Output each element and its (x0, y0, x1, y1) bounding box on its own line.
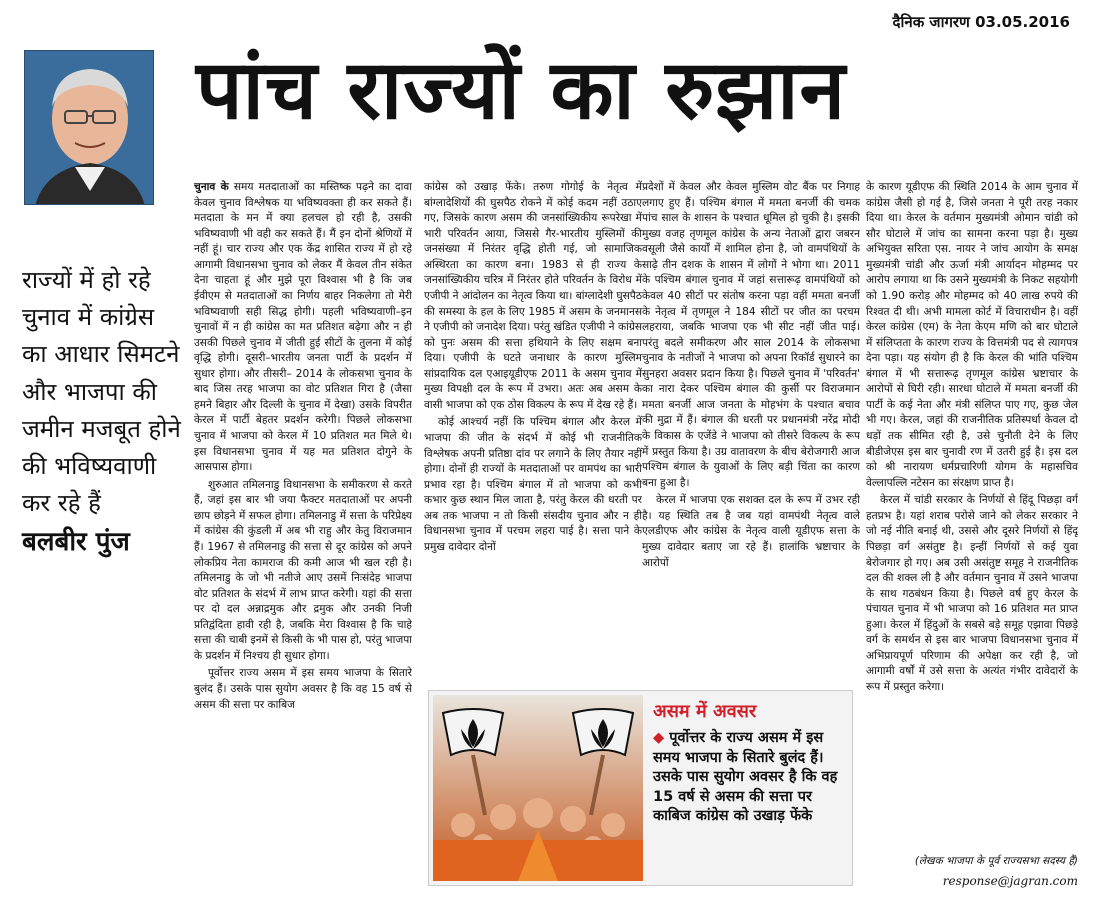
pull-quote-text: राज्यों में हो रहे चुनाव में कांग्रेस का आधार सिमटने और भाजपा की जमीन मजबूत होने की भविष्यवाणी कर रहे हैं (22, 266, 181, 518)
rally-photo (433, 695, 643, 881)
diamond-bullet-icon: ◆ (653, 730, 665, 746)
article-column-2 (424, 180, 642, 695)
paragraph-text: समय मतदाताओं का मस्तिष्क पढ़ने का दावा केवल चुनाव विश्लेषक या भविष्यवक्ता ही कर सकते हैं। मतदाता के मन में क्या हलचल हो रही है, उसकी भविष्यवाणी भी वही कर सकते हैं। मैं इन दोनों श्रेणियों में नहीं हूं। चार राज्य और एक केंद्र शासित राज्य में हो रहे आगामी विधानसभा चुनाव को लेकर मैं केवल तीन संकेत देना चाहता हूं और मुझे पूरा विश्वास भी है कि जब ईवीएम से मतदाताओं का निर्णय बाहर निकलेगा तो मेरी भविष्यवाणी सही सिद्ध होगी। पहली भविष्यवाणी–इन चुनावों में न ही कांग्रेस का मत प्रतिशत बढ़ेगा और न ही उसकी पिछले चुनाव में जीती हुई सीटों के तुलना में कोई वृद्धि होगी। दूसरी–भारतीय जनता पार्टी के प्रदर्शन में सुधार होगा। और तीसरी– 2014 के लोकसभा चुनाव के बाद जिस तरह भाजपा का वोट प्रतिशत गिरा है (जैसा हमने बिहार और दिल्ली के चुनाव में देखा) उसके विपरीत केरल में पार्टी बेहतर प्रदर्शन करेगी। पिछले लोकसभा चुनाव में भाजपा को केरल में 10 प्रतिशत मत मिले थे। इस विधानसभा चुनाव में यह मत प्रतिशत दोगुने के आसपास होगा। (194, 181, 412, 474)
paragraph (424, 180, 642, 413)
inset-body (653, 729, 847, 827)
paragraph (194, 666, 412, 713)
paragraph (866, 180, 1078, 491)
paragraph-text: शुरुआत तमिलनाडु विधानसभा के समीकरण से करते हैं, जहां इस बार भी जया फैक्टर मतदाताओं पर अपनी छाप छोड़ने में सफल होगा। तमिलनाडु में सत्ता के परिप्रेक्ष्य में कांग्रेस की कुंडली में अब भी राहु और केतु विराजमान हैं। 1967 से तमिलनाडु की सत्ता से दूर कांग्रेस को अपने लोकप्रिय नेता कामराज की कमी आज भी खल रही है। तमिलनाडु के जो भी नतीजे आए उसमें निःसंदेह भाजपा वोट प्रतिशत के संदर्भ में लाभ प्राप्त करेगी। यहां की सत्ता पर दो दल अन्नाद्रमुक और द्रमुक और उनकी निजी प्रतिद्वंदिता हावी रही है, जबकि मेरा विश्वास है कि चाहे सत्ता की चाबी इनमें से किसी के भी पास हो, परंतु भाजपा के प्रदर्शन में निश्चय ही सुधार होगा। (194, 478, 412, 662)
paragraph (866, 493, 1078, 695)
paragraph-text: प्रदेशों में केवल और केवल मुस्लिम वोट बैंक पर निगाह लगाए हुए हैं। पश्चिम बंगाल में ममता बनर्जी की चमक पांच साल के शासन के पश्चात धूमिल हो चुकी है। इसकी मुख्य वजह तृणमूल कांग्रेस के अन्य नेताओं द्वारा जबरन वसूली जैसे कार्यों में शामिल होना है, जो वामपंथियों के साढ़े तीन दशक के शासन में लोगों ने भोगा था। 2011 के पश्चिम बंगाल चुनाव में जहां सत्तारूढ़ वामपंथियों को केवल 40 सीटों पर संतोष करना पड़ा वहीं ममता बनर्जी के नेतृत्व में तृणमूल ने 184 सीटों पर जीत का परचम लहराया, जबकि भाजपा एक भी सीट नहीं जीत पाई। परंतु बदले समीकरण और साल 2014 के लोकसभा चुनाव के नतीजों ने भाजपा को अपना रिकॉर्ड सुधारने का सुनहरा अवसर प्रदान किया है। पिछले चुनाव में 'परिवर्तन' का नारा देकर पश्चिम बंगाल की कुर्सी पर विराजमान ममता बनर्जी आज जनता के मोहभंग के पश्चात बचाव की मुद्रा में हैं। बंगाल की धरती पर प्रधानमंत्री नरेंद्र मोदी के विकास के एजेंडे ने भाजपा को तीसरे विकल्प के रूप में प्रस्तुत किया है। उग्र वातावरण के बीच बेरोजगारी आज पश्चिम बंगाल के युवाओं के लिए बड़ी चिंता का कारण बना हुआ है। (642, 181, 860, 489)
inset-title: असम में अवसर (653, 701, 757, 722)
paragraph (642, 180, 860, 491)
paragraph (194, 478, 412, 665)
paragraph (424, 415, 642, 555)
paragraph-text: के कारण यूडीएफ की स्थिति 2014 के आम चुनाव में कांग्रेस जैसी हो गई है, जिसे जनता ने पूरी तरह नकार दिया था। केरल के वर्तमान मुख्यमंत्री ओमान चांडी को सौर घोटाले में जांच का सामना करना पड़ा है। मुख्य अभियुक्त सरिता एस. नायर ने जांच आयोग के समक्ष मुख्यमंत्री चांडी और ऊर्जा मंत्री आर्यादन मोहम्मद पर आरोप लगाया था कि उसने मुख्यमंत्री के निकट सहयोगी को 1.90 करोड़ और मोहम्मद को 40 लाख रुपये की रिश्वत दी थी। अभी मामला कोर्ट में विचाराधीन है। वहीं केरल कांग्रेस (एम) के नेता केएम मणि को बार घोटाले में संलिप्तता के कारण राज्य के वित्तमंत्री पद से त्यागपत्र देना पड़ा। यह संयोग ही है कि केरल की भांति पश्चिम बंगाल में भी सत्तारूढ़ तृणमूल कांग्रेस भ्रष्टाचार के आरोपों से घिरी रही। सारधा घोटाले में ममता बनर्जी की पार्टी के कई नेता और मंत्री संलिप्त पाए गए, कुछ जेल भी गए। केरल, जहां की राजनीतिक प्रतिस्पर्धा केवल दो धड़ों तक सीमित रही है, उसे चुनौती देने के लिए बीडीजेएस इस बार चुनावी रण में उतरी हुई है। इस दल को श्री नारायण धर्मप्रचारिणी योगम के महासचिव वेल्लापल्लि नटेसन का संरक्षण प्राप्त है। (866, 181, 1078, 489)
article-column-4 (866, 180, 1078, 850)
drop-lead: चुनाव के (194, 181, 229, 193)
inset-text (653, 699, 847, 827)
headline: पांच राज्यों का रुझान (196, 43, 846, 138)
article-column-3 (642, 180, 860, 695)
author-photo (24, 50, 154, 205)
paragraph (194, 180, 412, 476)
author-name: बलबीर पुंज (22, 527, 130, 558)
pull-quote (22, 262, 182, 563)
paragraph-text: केरल में भाजपा एक सशक्त दल के रूप में उभर रही है। यह स्थिति तब है जब यहां वामपंथी नेतृत्व वाले एलडीएफ और कांग्रेस के नेतृत्व वाली यूडीएफ सत्ता के मुख्य दावेदार बताए जा रहे हैं। हालांकि भ्रष्टाचार के आरोपों (642, 494, 860, 569)
article-column-1 (194, 180, 412, 888)
masthead: दैनिक जागरण 03.05.2016 (892, 13, 1070, 31)
author-note: (लेखक भाजपा के पूर्व राज्यसभा सदस्य हैं) (914, 855, 1078, 867)
response-email: response@jagran.com (942, 874, 1078, 888)
paragraph (642, 493, 860, 571)
paragraph-text: कोई आश्चर्य नहीं कि पश्चिम बंगाल और केरल में भाजपा की जीत के संदर्भ में कोई भी राजनीतिक विश्लेषक अपनी प्रतिष्ठा दांव पर लगाने के लिए तैयार नहीं होगा। दोनों ही राज्यों के मतदाताओं पर वामपंथ का भारी प्रभाव रहा है। पश्चिम बंगाल में तो भाजपा को कभी कभार कुछ स्थान मिल जाता है, परंतु केरल की धरती पर अब तक भाजपा न तो किसी संसदीय चुनाव और न ही विधानसभा चुनाव में परचम लहरा पाई है। सत्ता पाने के प्रमुख दावेदार दोनों (424, 416, 642, 553)
inset-body-text: पूर्वोत्तर के राज्य असम में इस समय भाजपा के सितारे बुलंद हैं। उसके पास सुयोग अवसर है कि वह 15 वर्ष से असम की सत्ता पर काबिज कांग्रेस को उखाड़ फेंके (653, 730, 838, 825)
inset-box (428, 690, 853, 886)
paragraph-text: कांग्रेस को उखाड़ फेंके। तरुण गोगोई के नेतृत्व में बांग्लादेशियों की घुसपैठ रोकने में कोई कदम नहीं उठाए गए, जिसके कारण असम की जनसांख्यिकीय रूपरेखा में भारी परिवर्तन आया, जिससे गैर-भारतीय मुस्लिमों की जनसंख्या में निरंतर वृद्धि होती गई, जो सामाजिक अस्थिरता का कारण बना। 1983 से ही राज्य के जनसांख्यिकीय चरित्र में निरंतर होते परिवर्तन के विरोध में एजीपी ने आंदोलन का नेतृत्व किया था। बांग्लादेशी घुसपैठ की समस्या के हल के लिए 1985 में असम के जनमानस ने एजीपी को जनादेश दिया। परंतु खंडित एजीपी ने कांग्रेस को पुनः असम की सत्ता हथियाने के लिए सक्षम बना दिया। एजीपी के घटते जनाधार के कारण मुस्लिम सांप्रदायिक दल एआइयूडीएफ 2011 के असम चुनाव में मुख्य विपक्षी दल के रूप में उभरा। अतः अब असम के वासी भाजपा को एक ठोस विकल्प के रूप में देख रहे हैं। (424, 181, 642, 411)
paragraph-text: केरल में चांडी सरकार के निर्णयों से हिंदू पिछड़ा वर्ग हतप्रभ है। यहां शराब परोसे जाने को लेकर सरकार ने जो नई नीति बनाई थी, उससे और दूसरे निर्णयों से हिंदू पिछड़ा वर्ग असंतुष्ट है। इन्हीं निर्णयों से कई युवा बेरोजगार हो गए। अब उसी असंतुष्ट समूह ने राजनीतिक दल की शक्ल ली है और वर्तमान चुनाव में उसने भाजपा के साथ गठबंधन किया है। पिछले वर्ष हुए केरल के पंचायत चुनाव में भी भाजपा को 16 प्रतिशत मत प्राप्त हुआ। केरल में हिंदुओं के सबसे बड़े समूह एझावा पिछड़े वर्ग के समर्थन से इस बार भाजपा विधानसभा चुनाव में अभिप्रायपूर्ण परिणाम की अपेक्षा कर रही है, जो आगामी वर्षों में उसे सत्ता के अत्यंत गंभीर दावेदारों के रूप में प्रस्तुत करेगा। (866, 494, 1078, 693)
paragraph-text: पूर्वोत्तर राज्य असम में इस समय भाजपा के सितारे बुलंद हैं। उसके पास सुयोग अवसर है कि वह 15 वर्ष से असम की सत्ता पर काबिज (194, 667, 412, 711)
